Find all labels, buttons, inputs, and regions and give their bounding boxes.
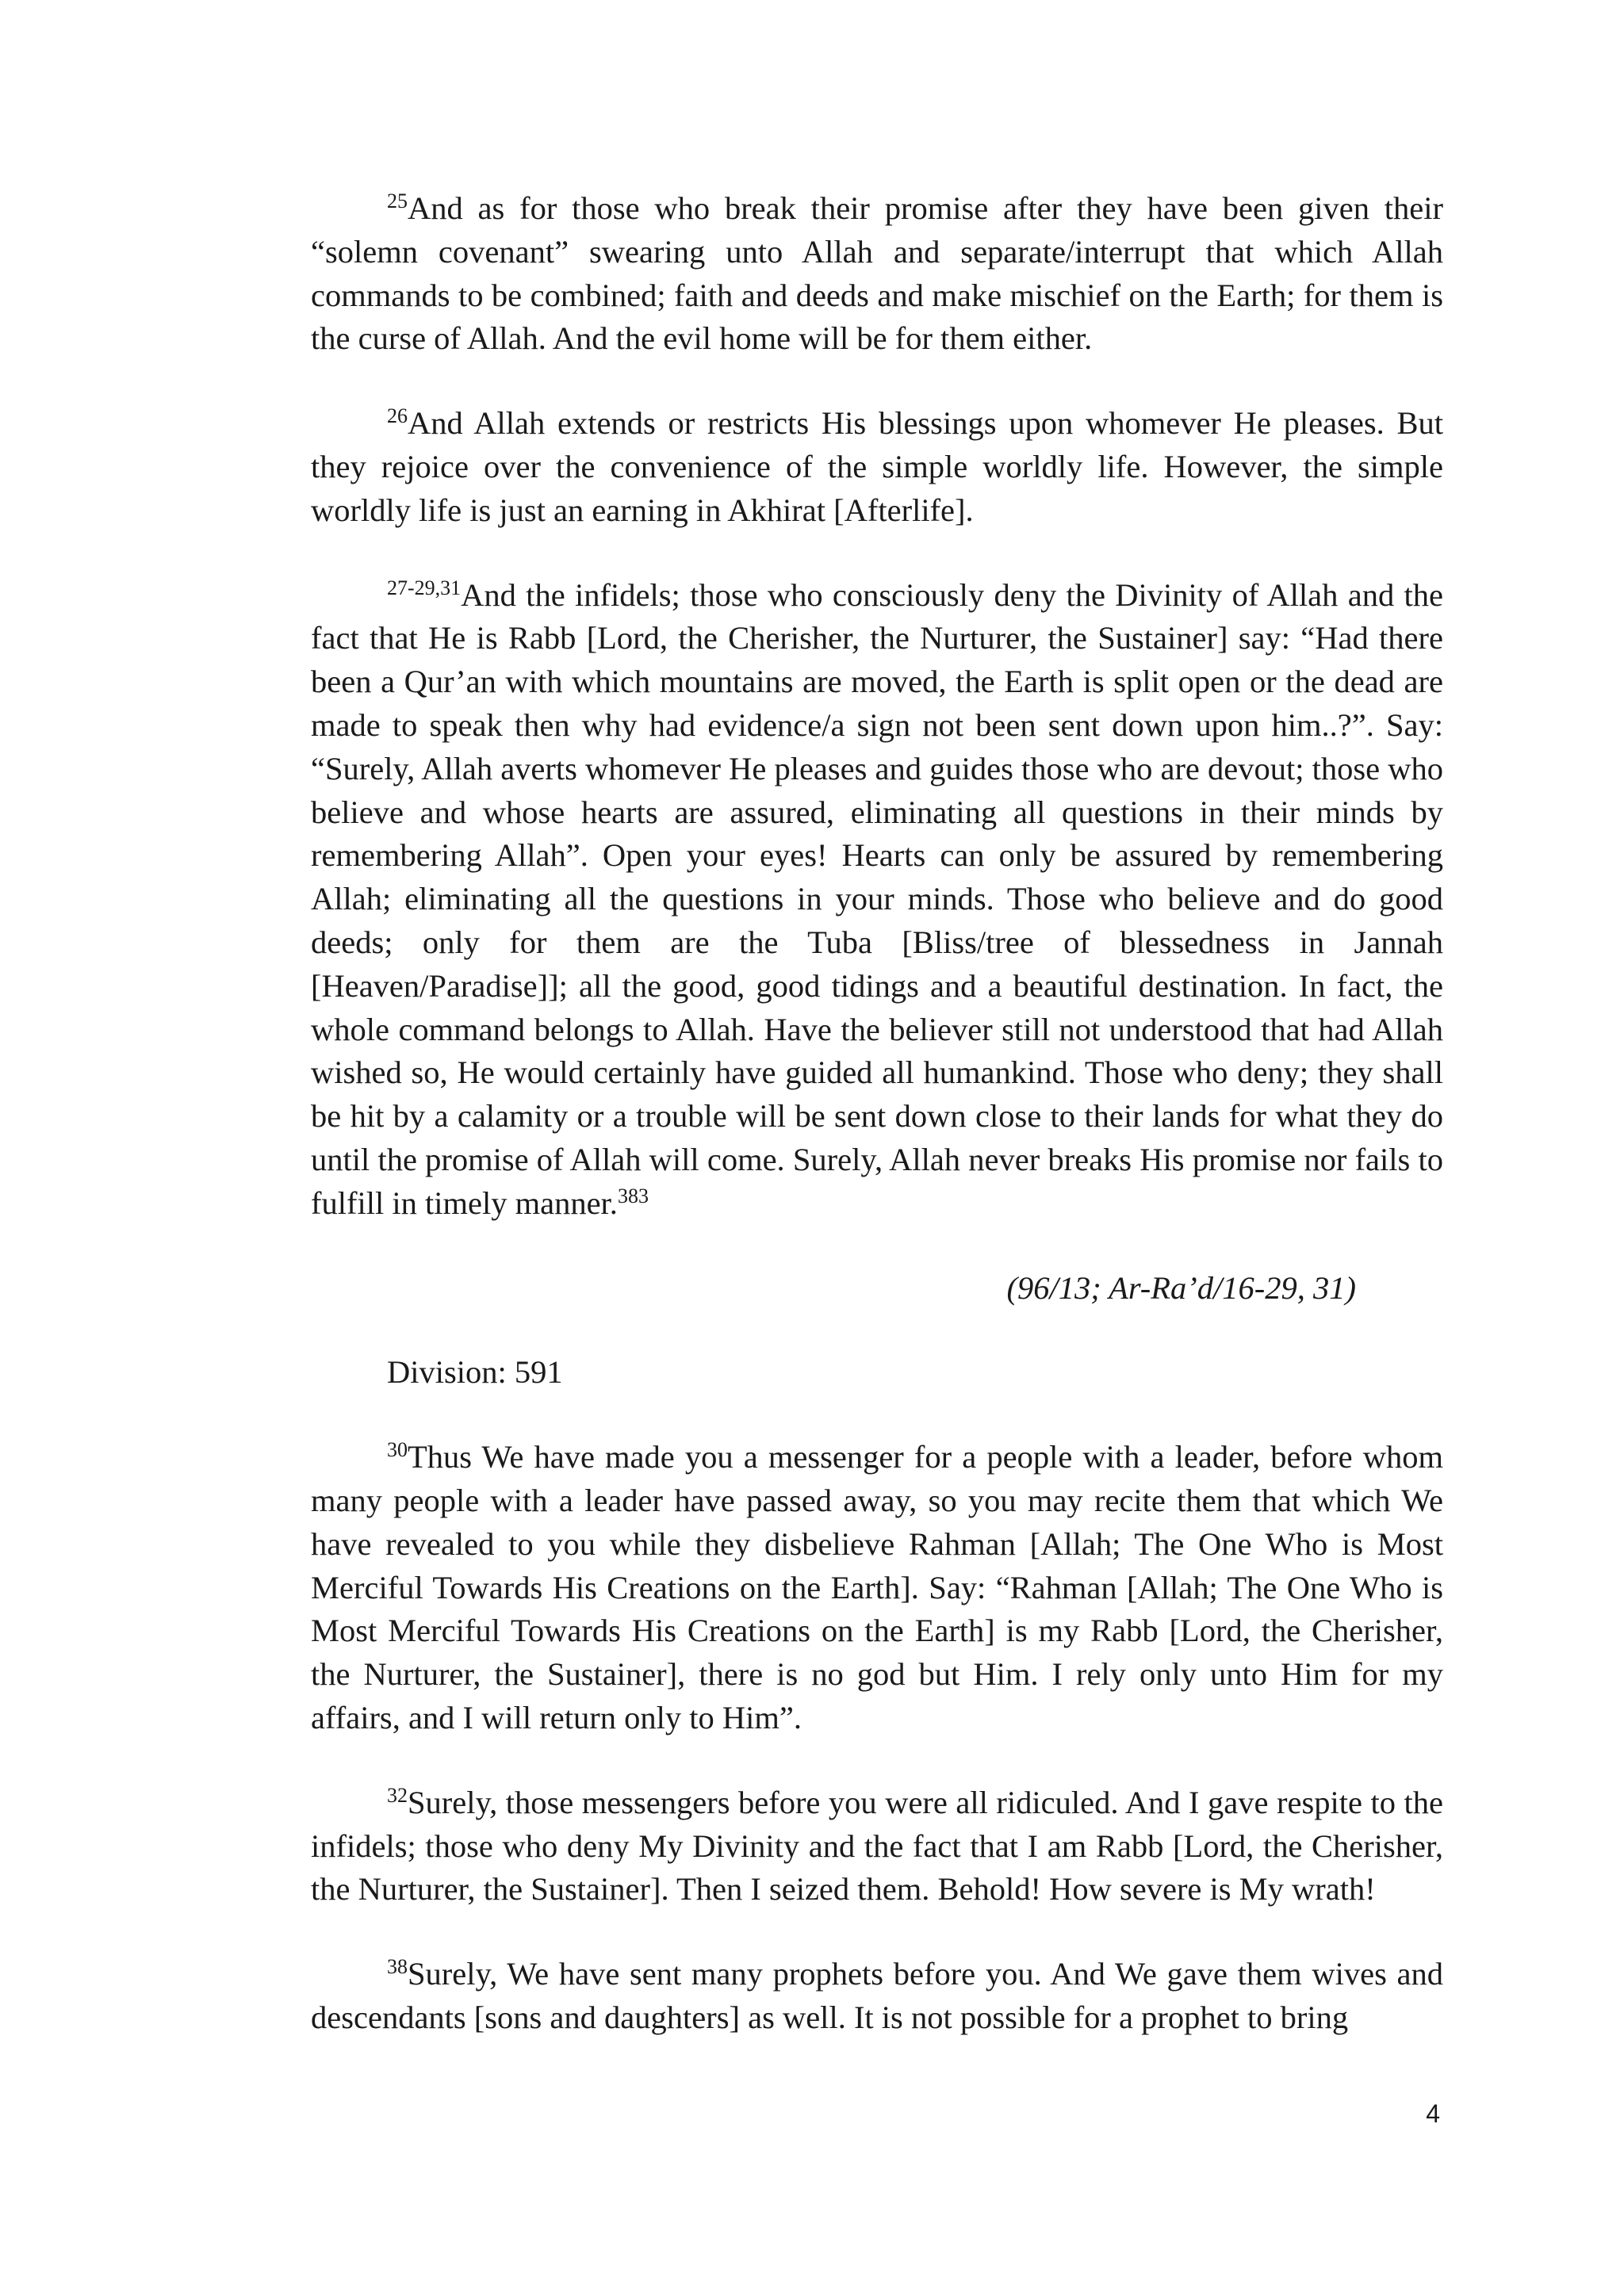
verse-text: Surely, those messengers before you were all ridiculed. And I gave respite to the infidels; those who deny My Divinity and the fact that I am Rabb [Lord, the Cherisher, the Nurturer, the Sustainer]. Then I seized them. Behold! How severe is My wrath! — [311, 1784, 1443, 1908]
footnote-marker: 383 — [617, 1184, 649, 1207]
verse-paragraph-25 — [311, 187, 1443, 361]
verse-number: 30 — [387, 1438, 408, 1462]
page-number: 4 — [1426, 2099, 1440, 2128]
verse-text: And Allah extends or restricts His blessings upon whomever He pleases. But they rejoice over the convenience of the simple worldly life. However, the simple worldly life is just an earning in Akhirat [Afterlife]. — [311, 405, 1443, 528]
verse-number: 26 — [387, 404, 408, 428]
verse-number: 32 — [387, 1783, 408, 1807]
verse-paragraph-38 — [311, 1953, 1443, 2040]
surah-reference: (96/13; Ar-Ra’d/16-29, 31) — [1006, 1269, 1356, 1306]
verse-text: Surely, We have sent many prophets before you. And We gave them wives and descendants [sons and daughters] as well. It is not possible for a prophet to bring — [311, 1956, 1443, 2035]
verse-text: And as for those who break their promise after they have been given their “solemn covenant” swearing unto Allah and separate/interrupt that which Allah commands to be combined; faith and deeds and make mischief on the Earth; for them is the curse of Allah. And the evil home will be for them either. — [311, 190, 1443, 357]
verse-number: 38 — [387, 1955, 408, 1979]
verse-text: Thus We have made you a messenger for a people with a leader, before whom many people with a leader have passed away, so you may recite them that which We have revealed to you while they disbelieve Rahman [Allah; The One Who is Most Merciful Towards His Creations on the Earth]. Say: “Rahman [Allah; The One Who is Most Merciful Towards His Creations on the Earth] is my Rabb [Lord, the Cherisher, the Nurturer, the Sustainer], there is no god but Him. I rely only unto Him for my affairs, and I will return only to Him”. — [311, 1439, 1443, 1735]
division-heading: Division: 591 — [387, 1354, 563, 1391]
verse-text: And the infidels; those who consciously deny the Divinity of Allah and the fact that He is Rabb [Lord, the Cherisher, the Nurturer, the Sustainer] say: “Had there been a Qur’an with which mountains are moved, the Earth is split open or the dead are made to speak then why had evidence/a sign not been sent down upon him..?”. Say: “Surely, Allah averts whomever He pleases and guides those who are devout; those who believe and whose hearts are assured, eliminating all questions in their minds by remembering Allah”. Open your eyes! Hearts can only be assured by remembering Allah; eliminating all the questions in your minds. Those who believe and do good deeds; only for them are the Tuba [Bliss/tree of blessedness in Jannah [Heaven/Paradise]]; all the good, good tidings and a beautiful destination. In fact, the whole command belongs to Allah. Have the believer still not understood that had Allah wished so, He would certainly have guided all humankind. Those who deny; they shall be hit by a calamity or a trouble will be sent down close to their lands for what they do until the promise of Allah will come. Surely, Allah never breaks His promise nor fails to fulfill in timely manner. — [311, 576, 1444, 1221]
verse-number: 27-29,31 — [387, 576, 462, 599]
verse-paragraph-30 — [311, 1436, 1443, 1740]
verse-paragraph-32 — [311, 1781, 1443, 1911]
document-page — [311, 187, 1443, 2081]
verse-paragraph-26 — [311, 402, 1443, 532]
verse-number: 25 — [387, 189, 408, 212]
verse-paragraph-27-29-31 — [311, 574, 1443, 1226]
